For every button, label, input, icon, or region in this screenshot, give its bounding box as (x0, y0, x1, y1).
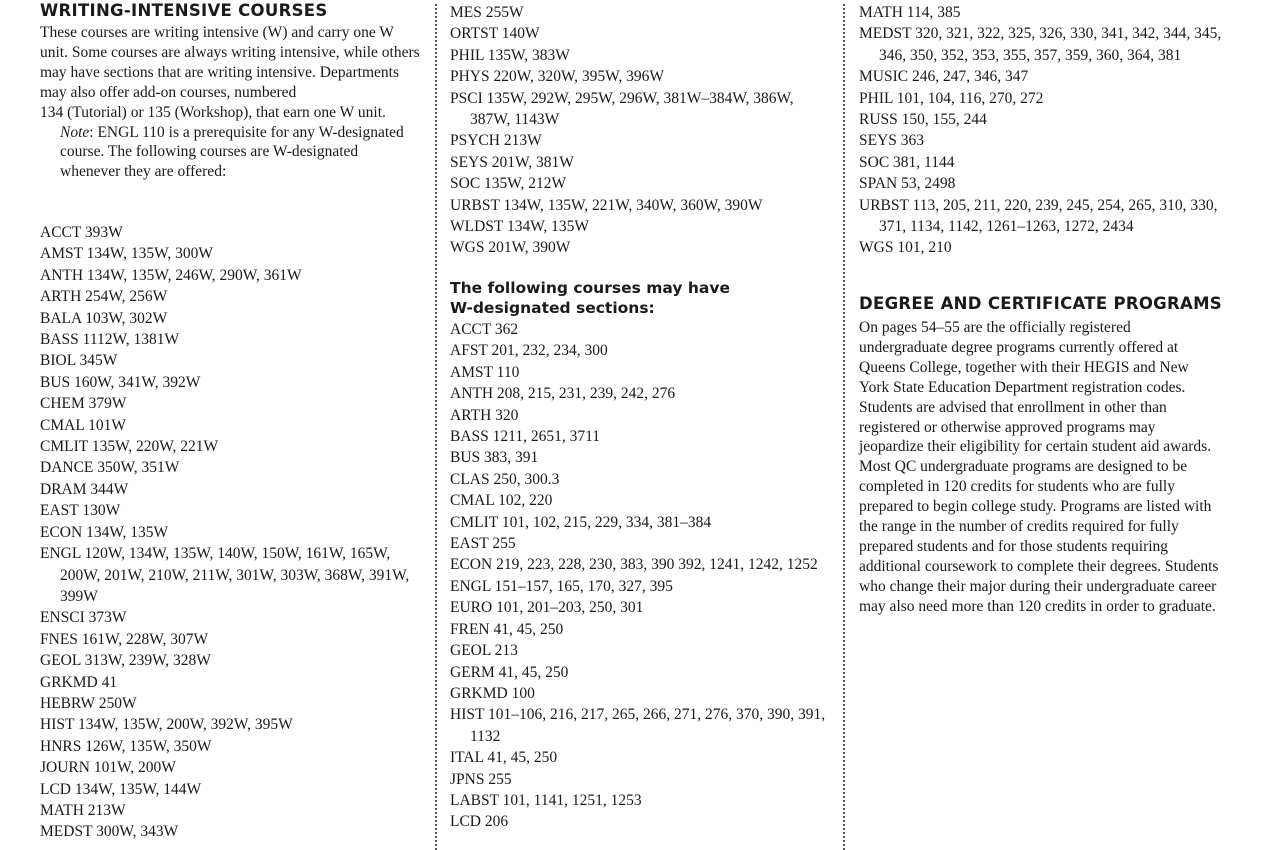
course-list-item: CMLIT 101, 102, 215, 229, 334, 381–384 (450, 513, 712, 531)
course-list-item: AFST 201, 232, 234, 300 (450, 342, 608, 360)
course-list-item: ACCT 393W (40, 224, 123, 241)
course-list-item: PSCI 135W, 292W, 295W, 296W, 381W–384W, 386W, 387W, 1143W (450, 89, 794, 129)
course-list-item: CLAS 250, 300.3 (450, 470, 560, 488)
course-list-item: AMST 134W, 135W, 300W (40, 245, 213, 263)
course-list-item: ITAL 41, 45, 250 (450, 749, 558, 767)
course-list-item: ECON 134W, 135W (40, 523, 169, 541)
column-divider-2 (843, 4, 845, 850)
course-list-item: EAST 255 (450, 535, 516, 553)
course-list-item: URBST 113, 205, 211, 220, 239, 245, 254, 265, 310, 330, 371, 1134, 1142, 1261–1263, 1272, 2434 (859, 196, 1218, 236)
course-list-item: BALA 103W, 302W (40, 309, 168, 327)
course-list-item: CMAL 102, 220 (450, 492, 553, 510)
course-list-item: PHIL 101, 104, 116, 270, 272 (859, 89, 1044, 107)
subhead-line-1: The following courses may have (450, 279, 730, 297)
course-list-item: JPNS 255 (450, 770, 512, 788)
course-list-item: LCD 206 (450, 813, 509, 831)
course-list-item: SEYS 363 (859, 132, 925, 150)
degree-programs-heading: DEGREE AND CERTIFICATE PROGRAMS (859, 294, 1222, 313)
note-label: Note (60, 123, 90, 141)
course-list-item: PSYCH 213W (450, 132, 542, 150)
course-list-item: SPAN 53, 2498 (859, 175, 956, 193)
note-text: : ENGL 110 is a prerequisite for any W-designated course. The following courses are W-designated whenever they are offered: (60, 123, 404, 181)
course-list-item: HEBRW 250W (40, 694, 137, 712)
course-list-item: GRKMD 100 (450, 684, 535, 702)
course-list-item: ENSCI 373W (40, 609, 127, 627)
course-list-item: ARTH 254W, 256W (40, 288, 168, 306)
course-list-item: PHIL 135W, 383W (450, 46, 570, 64)
course-list-item: PHYS 220W, 320W, 395W, 396W (450, 68, 665, 86)
course-list-item: ARTH 320 (450, 406, 519, 424)
course-list-item: CMAL 101W (40, 416, 126, 434)
course-list-item: HNRS 126W, 135W, 350W (40, 737, 212, 755)
course-list-item: ACCT 362 (450, 321, 519, 338)
course-list-item: ANTH 208, 215, 231, 239, 242, 276 (450, 385, 676, 403)
course-list-item: ECON 219, 223, 228, 230, 383, 390 392, 1241, 1242, 1252 (450, 556, 818, 574)
course-list-item: SOC 381, 1144 (859, 153, 955, 171)
course-list-item: ENGL 151–157, 165, 170, 327, 395 (450, 577, 673, 595)
may-have-w-course-list-continued (859, 2, 1239, 259)
course-list-item: BASS 1211, 2651, 3711 (450, 428, 600, 446)
course-list-item: MATH 114, 385 (859, 4, 961, 21)
course-list-item: HIST 134W, 135W, 200W, 392W, 395W (40, 716, 293, 734)
course-list-item: DANCE 350W, 351W (40, 459, 180, 477)
course-list-item: MEDST 300W, 343W (40, 823, 179, 841)
course-list-item: AMST 110 (450, 363, 520, 381)
course-list-item: SOC 135W, 212W (450, 175, 567, 193)
course-list-item: EURO 101, 201–203, 250, 301 (450, 599, 644, 617)
always-w-course-list (40, 222, 420, 843)
course-list-item: CMLIT 135W, 220W, 221W (40, 438, 219, 456)
course-list-item: BUS 383, 391 (450, 449, 539, 467)
course-list-item: MATH 213W (40, 801, 126, 819)
course-list-item: BUS 160W, 341W, 392W (40, 373, 201, 391)
course-list-item: ORTST 140W (450, 25, 540, 43)
course-list-item: MEDST 320, 321, 322, 325, 326, 330, 341, 342, 344, 345, 346, 350, 352, 353, 355, 357, 359, 360, 364, 381 (859, 25, 1222, 64)
course-list-item: LCD 134W, 135W, 144W (40, 780, 202, 798)
course-list-item: JOURN 101W, 200W (40, 759, 176, 777)
course-list-item: CHEM 379W (40, 395, 127, 413)
course-list-item: BIOL 345W (40, 352, 118, 370)
course-list-item: ANTH 134W, 135W, 246W, 290W, 361W (40, 266, 302, 284)
course-list-item: MES 255W (450, 4, 524, 21)
course-list-item: BASS 1112W, 1381W (40, 331, 180, 349)
degree-programs-body: On pages 54–55 are the officially registered undergraduate degree programs currently offered at Queens College, together with their HEGIS and New York State Education Department registration codes. Students are advised that enrollment in other than registered or otherwise approved programs may jeopardize their eligibility for certain student aid awards. Most QC undergraduate programs are designed to be completed in 120 credits for students who are fully prepared to begin college study. Programs are listed with the range in the number of credits required for fully prepared students and for those students requiring additional coursework to complete their degrees. Students who change their major during their undergraduate career may also need more than 120 credits in order to graduate. (859, 319, 1219, 615)
course-list-item: URBST 134W, 135W, 221W, 340W, 360W, 390W (450, 196, 763, 214)
course-list-item: DRAM 344W (40, 480, 129, 498)
course-list-item: FNES 161W, 228W, 307W (40, 630, 209, 648)
course-list-item: EAST 130W (40, 502, 121, 520)
course-list-item: GEOL 213 (450, 642, 518, 660)
may-have-w-course-list (450, 319, 830, 833)
column-divider-1 (435, 4, 437, 850)
course-list-item: RUSS 150, 155, 244 (859, 111, 987, 129)
course-list-item: GERM 41, 45, 250 (450, 663, 569, 681)
course-list-item: MUSIC 246, 247, 346, 347 (859, 68, 1029, 86)
course-list-item: GRKMD 41 (40, 673, 118, 691)
course-list-item: WGS 201W, 390W (450, 239, 571, 257)
course-list-item: LABST 101, 1141, 1251, 1253 (450, 791, 642, 809)
course-list-item: SEYS 201W, 381W (450, 153, 574, 171)
course-list-item: ENGL 120W, 134W, 135W, 140W, 150W, 161W, 165W, 200W, 201W, 210W, 211W, 301W, 303W, 368W, 391W, 399W (40, 545, 410, 605)
course-list-item: WGS 101, 210 (859, 239, 952, 257)
writing-intensive-heading: WRITING-INTENSIVE COURSES (40, 1, 328, 20)
course-list-item: WLDST 134W, 135W (450, 218, 590, 236)
course-list-item: GEOL 313W, 239W, 328W (40, 652, 211, 670)
course-list-item: HIST 101–106, 216, 217, 265, 266, 271, 276, 370, 390, 391, 1132 (450, 706, 826, 745)
subhead-line-2: W-designated sections: (450, 299, 655, 317)
intro-paragraph: These courses are writing intensive (W) and carry one W unit. Some courses are always writing intensive, while others may have sections that are writing intensive. Departments may also offer add-on courses, numbered (40, 24, 420, 101)
writing-intensive-intro (40, 23, 420, 182)
course-list-item: FREN 41, 45, 250 (450, 620, 564, 638)
intro-paragraph-2: 134 (Tutorial) or 135 (Workshop), that earn one W unit. (40, 103, 386, 121)
may-have-w-subhead (450, 278, 730, 318)
note-paragraph (40, 123, 420, 183)
always-w-course-list-continued (450, 2, 830, 259)
